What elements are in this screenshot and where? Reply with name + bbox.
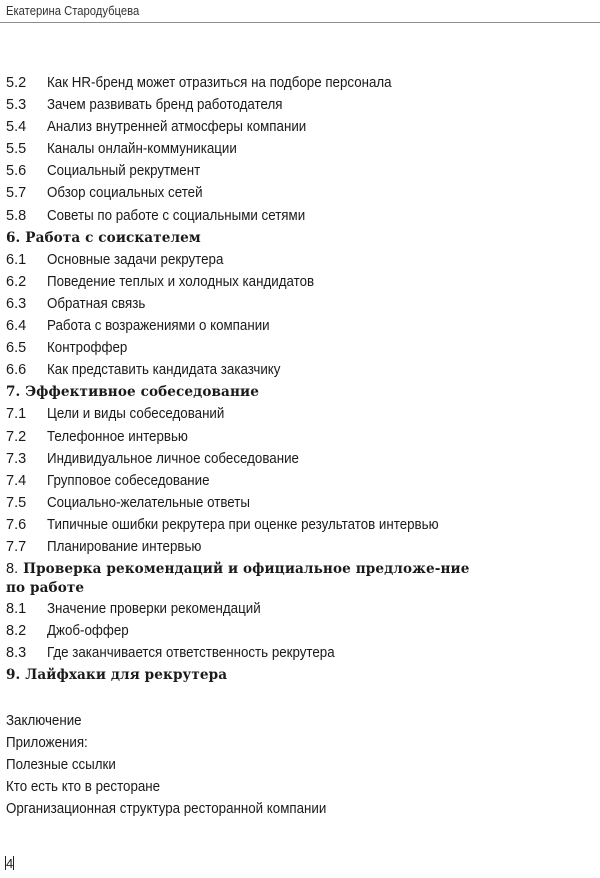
toc-entry-title: Как представить кандидата заказчику bbox=[47, 362, 281, 379]
toc-entry-number: 5.3 bbox=[6, 97, 27, 114]
back-matter-item[interactable]: Организационная структура ресторанной компании bbox=[6, 801, 327, 818]
toc-entry-number: 7.3 bbox=[6, 450, 27, 467]
toc-entry[interactable] bbox=[6, 642, 596, 664]
toc-entry-number: 5.4 bbox=[6, 119, 27, 136]
toc-entry-number: 8.1 bbox=[6, 601, 27, 618]
back-matter-list bbox=[6, 710, 354, 820]
running-header-author: Екатерина Стародубцева bbox=[6, 4, 140, 18]
section-number: 8. bbox=[6, 561, 19, 578]
toc-entry-number: 6.6 bbox=[6, 362, 27, 379]
toc-entry[interactable] bbox=[6, 271, 596, 293]
toc-entry[interactable] bbox=[6, 182, 596, 204]
toc-entry[interactable] bbox=[6, 403, 596, 425]
toc-entry-title: Социальный рекрутмент bbox=[47, 163, 201, 180]
section-title: Работа с соискателем bbox=[25, 229, 201, 246]
section-title: Лайфхаки для рекрутера bbox=[25, 667, 228, 684]
toc-entry-number: 7.7 bbox=[6, 538, 27, 555]
toc-group-7 bbox=[6, 403, 596, 558]
toc-section-8[interactable] bbox=[6, 558, 476, 598]
toc-entry-number: 6.5 bbox=[6, 340, 27, 357]
back-matter-item[interactable]: Кто есть кто в ресторане bbox=[6, 779, 161, 796]
toc-entry-title: Обзор социальных сетей bbox=[47, 185, 203, 202]
toc-entry[interactable] bbox=[6, 249, 596, 271]
toc-entry[interactable] bbox=[6, 116, 596, 138]
toc-entry-number: 6.3 bbox=[6, 295, 27, 312]
table-of-contents bbox=[6, 72, 596, 686]
toc-entry-number: 7.1 bbox=[6, 406, 27, 423]
toc-entry-title: Контроффер bbox=[47, 340, 128, 357]
toc-entry-title: Каналы онлайн-коммуникации bbox=[47, 141, 237, 158]
toc-group-6 bbox=[6, 249, 596, 382]
toc-entry-title: Значение проверки рекомендаций bbox=[47, 601, 261, 618]
toc-entry[interactable] bbox=[6, 514, 596, 536]
toc-entry-number: 8.3 bbox=[6, 645, 27, 662]
toc-entry-number: 8.2 bbox=[6, 623, 27, 640]
toc-entry[interactable] bbox=[6, 337, 596, 359]
toc-entry-title: Где заканчивается ответственность рекрутера bbox=[47, 645, 335, 662]
toc-entry[interactable] bbox=[6, 470, 596, 492]
toc-entry-title: Поведение теплых и холодных кандидатов bbox=[47, 273, 315, 290]
header-divider bbox=[0, 22, 600, 23]
page-number: 4 bbox=[6, 856, 14, 871]
section-number: 6. bbox=[6, 229, 21, 246]
toc-entry-number: 6.1 bbox=[6, 251, 27, 268]
toc-entry-number: 7.6 bbox=[6, 516, 27, 533]
section-title: Проверка рекомендаций и официальное предложе-ние по работе bbox=[6, 561, 470, 596]
toc-entry-title: Индивидуальное личное собеседование bbox=[47, 450, 299, 467]
toc-entry-title: Планирование интервью bbox=[47, 538, 202, 555]
toc-entry[interactable] bbox=[6, 598, 596, 620]
toc-entry-number: 7.5 bbox=[6, 494, 27, 511]
page-number-bar-right bbox=[13, 856, 14, 870]
section-title: Эффективное собеседование bbox=[25, 384, 259, 401]
toc-entry-number: 6.2 bbox=[6, 273, 27, 290]
toc-entry-title: Социально-желательные ответы bbox=[47, 494, 250, 511]
section-number: 9. bbox=[6, 667, 21, 684]
toc-entry[interactable] bbox=[6, 448, 596, 470]
toc-entry-title: Цели и виды собеседований bbox=[47, 406, 225, 423]
toc-entry-number: 6.4 bbox=[6, 318, 27, 335]
toc-entry-title: Джоб-оффер bbox=[47, 623, 129, 640]
toc-entry[interactable] bbox=[6, 426, 596, 448]
toc-group-8 bbox=[6, 598, 596, 664]
toc-entry-number: 5.7 bbox=[6, 185, 27, 202]
back-matter-item[interactable]: Заключение bbox=[6, 713, 82, 729]
toc-entry-title: Анализ внутренней атмосферы компании bbox=[47, 119, 307, 136]
toc-entry-title: Обратная связь bbox=[47, 295, 146, 312]
back-matter-item[interactable]: Полезные ссылки bbox=[6, 757, 116, 774]
toc-section-9[interactable] bbox=[6, 664, 596, 686]
toc-entry[interactable] bbox=[6, 160, 596, 182]
toc-entry-title: Типичные ошибки рекрутера при оценке результатов интервью bbox=[47, 516, 439, 533]
toc-entry-number: 7.2 bbox=[6, 428, 27, 445]
toc-entry[interactable] bbox=[6, 620, 596, 642]
toc-entry[interactable] bbox=[6, 492, 596, 514]
toc-entry[interactable] bbox=[6, 94, 596, 116]
toc-entry-number: 7.4 bbox=[6, 472, 27, 489]
toc-section-7[interactable] bbox=[6, 381, 596, 403]
toc-entry-title: Зачем развивать бренд работодателя bbox=[47, 97, 283, 114]
toc-entry-number: 5.5 bbox=[6, 141, 27, 158]
toc-entry[interactable] bbox=[6, 536, 596, 558]
section-number: 7. bbox=[6, 384, 21, 401]
toc-entry[interactable] bbox=[6, 359, 596, 381]
toc-entry-number: 5.8 bbox=[6, 207, 27, 224]
toc-entry-title: Как HR-бренд может отразиться на подборе персонала bbox=[47, 75, 392, 91]
toc-entry-number: 5.6 bbox=[6, 163, 27, 180]
toc-entry-number: 5.2 bbox=[6, 75, 27, 91]
toc-entry[interactable] bbox=[6, 138, 596, 160]
toc-entry[interactable] bbox=[6, 72, 596, 94]
toc-section-6[interactable] bbox=[6, 227, 596, 249]
toc-group-5 bbox=[6, 72, 596, 227]
toc-entry-title: Советы по работе с социальными сетями bbox=[47, 207, 306, 224]
back-matter-item[interactable]: Приложения: bbox=[6, 735, 88, 752]
toc-entry-title: Работа с возражениями о компании bbox=[47, 318, 270, 335]
toc-entry[interactable] bbox=[6, 205, 596, 227]
toc-entry-title: Групповое собеседование bbox=[47, 472, 210, 489]
toc-entry[interactable] bbox=[6, 315, 596, 337]
toc-entry-title: Телефонное интервью bbox=[47, 428, 188, 445]
toc-entry-title: Основные задачи рекрутера bbox=[47, 251, 224, 268]
toc-entry[interactable] bbox=[6, 293, 596, 315]
